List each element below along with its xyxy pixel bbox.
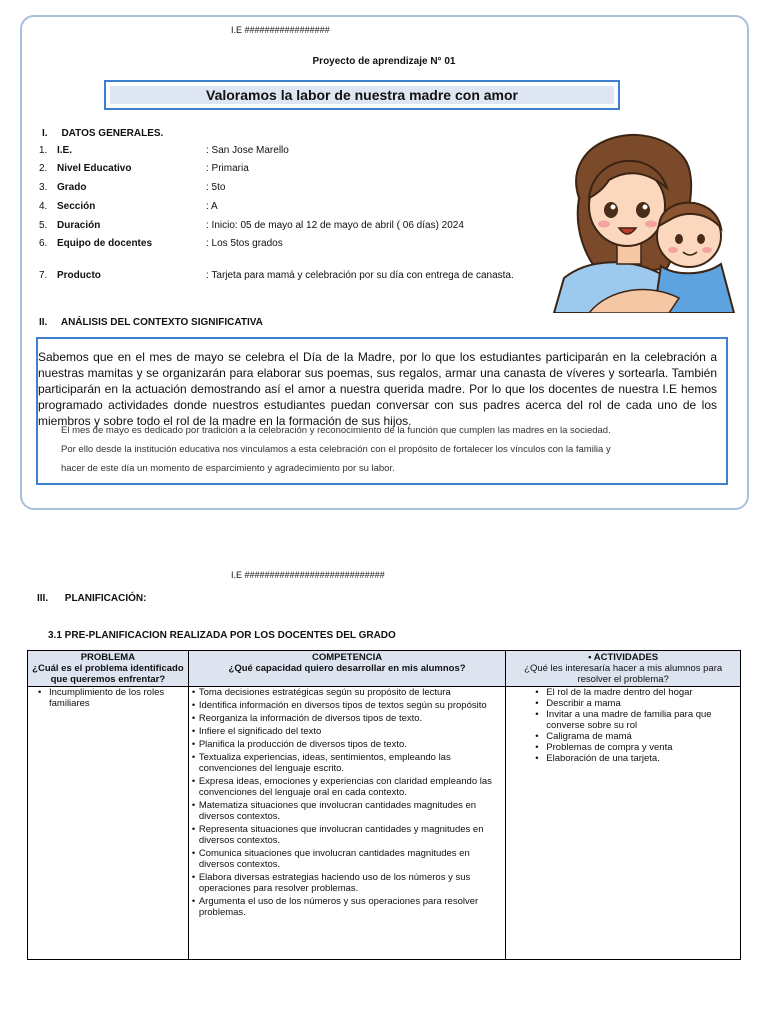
list-item: • Invitar a una madre de familia para que converse sobre su rol [546,709,737,731]
field-label: Grado [57,182,87,193]
field-label: Sección [57,201,96,212]
field-value: : Los 5tos grados [206,238,283,249]
section-planificacion: III. PLANIFICACIÓN: [37,593,147,604]
mother-and-baby-illustration [549,118,739,313]
field-label: Nivel Educativo [57,163,132,174]
list-item: • Argumenta el uso de los números y sus operaciones para resolver problemas. [199,896,502,918]
list-item: • Textualiza experiencias, ideas, sentimientos, empleando las convenciones del lenguaje escrito. [199,752,502,774]
list-item: • Infiere el significado del texto [199,726,502,737]
problem-cell [28,687,189,960]
list-item: • Expresa ideas, emociones y experiencias con claridad empleando las convenciones del lenguaje oral en cada contexto. [199,776,502,798]
list-item: • Matematiza situaciones que involucran cantidades magnitudes en diversos contextos. [199,800,502,822]
competency-list [192,687,502,918]
list-item: • Incumplimiento de los roles familiares [49,687,185,709]
field-equipo [39,238,559,250]
header-title: COMPETENCIA [311,652,383,663]
header-competencia [188,651,505,687]
list-item: • Describir a mama [546,698,737,709]
field-num: 4. [39,201,48,212]
context-note-line: Por ello desde la institución educativa nos vinculamos a esta celebración con el propósito de fortalecer los vínculos con la familia y [61,444,611,455]
context-note-line: hacer de este día un momento de esparcimiento y agradecimiento por su labor. [61,463,395,474]
title-box [104,80,620,110]
ie-header-2: I.E ############################ [231,570,385,580]
table-header-row [28,651,741,687]
list-item: • Toma decisiones estratégicas según su propósito de lectura [199,687,502,698]
list-item: • Planifica la producción de diversos tipos de texto. [199,739,502,750]
section-analisis: II. ANÁLISIS DEL CONTEXTO SIGNIFICATIVA [39,317,263,328]
header-title: PROBLEMA [80,652,136,663]
list-item: • Comunica situaciones que involucran cantidades magnitudes en diversos contextos. [199,848,502,870]
field-value: : 5to [206,182,226,193]
header-title-text: ACTIVIDADES [593,652,659,663]
competency-cell [188,687,505,960]
subsection-preplanificacion: 3.1 PRE-PLANIFICACION REALIZADA POR LOS DOCENTES DEL GRADO [48,630,396,641]
context-paragraph: Sabemos que en el mes de mayo se celebra el Día de la Madre, por lo que los estudiantes participarán en la celebración a nuestras mamitas y se organizarán para elaborar sus poemas, sus regalos, armar una canasta de víveres y sortearla. También participarán en la actuación demostrando así el amor a nuestra querida madre. Por lo que los docentes de nuestra I.E hemos programado actividades donde nuestros estudiantes puedan conversar con sus padres acerca del rol de cada uno de los miembros y sobre todo el rol de la madre en la formación de sus hijos. [38,350,717,428]
field-label: Producto [57,270,101,281]
field-num: 2. [39,163,48,174]
list-item: • Caligrama de mamá [546,731,737,742]
project-title: Valoramos la labor de nuestra madre con amor [110,86,614,104]
field-num: 5. [39,220,48,231]
activity-cell [506,687,741,960]
context-note-line: El mes de mayo es dedicado por tradición a la celebración y reconocimiento de la función que cumplen las madres en la sociedad. [61,425,611,436]
ie-header: I.E ################# [231,25,330,35]
header-actividades [506,651,741,687]
list-item: • Representa situaciones que involucran cantidades y magnitudes en diversos contextos. [199,824,502,846]
field-value: : A [206,201,218,212]
field-producto [39,270,559,282]
list-item: • Elabora diversas estrategias haciendo uso de los números y sus operaciones para resolver problemas. [199,872,502,894]
field-num: 7. [39,270,48,281]
field-label: I.E. [57,145,73,156]
list-item: • Identifica información en diversos tipos de textos según su propósito [199,700,502,711]
field-value: : Primaria [206,163,249,174]
table-row [28,687,741,960]
header-subtitle: ¿Cuál es el problema identificado que queremos enfrentar? [32,663,184,685]
activity-list [509,687,737,764]
list-item: • Problemas de compra y venta [546,742,737,753]
field-grado [39,182,559,194]
field-num: 3. [39,182,48,193]
field-label: Equipo de docentes [57,238,153,249]
header-subtitle: ¿Qué capacidad quiero desarrollar en mis alumnos? [228,663,466,674]
field-value: : San Jose Marello [206,145,289,156]
field-value: : Inicio: 05 de mayo al 12 de mayo de abril ( 06 días) 2024 [206,220,464,231]
project-label: Proyecto de aprendizaje N° 01 [312,56,456,67]
header-subtitle: ¿Qué les interesaría hacer a mis alumnos para resolver el problema? [524,663,723,685]
field-num: 6. [39,238,48,249]
field-seccion [39,201,559,213]
field-duracion [39,220,559,232]
header-problema [28,651,189,687]
header-title: • ACTIVIDADES [588,652,659,663]
section-datos-generales: I. DATOS GENERALES. [42,128,164,139]
problem-list [31,687,185,709]
list-item: • Reorganiza la información de diversos tipos de texto. [199,713,502,724]
field-value: : Tarjeta para mamá y celebración por su día con entrega de canasta. [206,270,514,281]
field-label: Duración [57,220,101,231]
list-item: • El rol de la madre dentro del hogar [546,687,737,698]
planning-table [27,650,741,960]
field-nivel [39,163,559,175]
field-ie [39,145,559,157]
list-item: • Elaboración de una tarjeta. [546,753,737,764]
field-num: 1. [39,145,48,156]
